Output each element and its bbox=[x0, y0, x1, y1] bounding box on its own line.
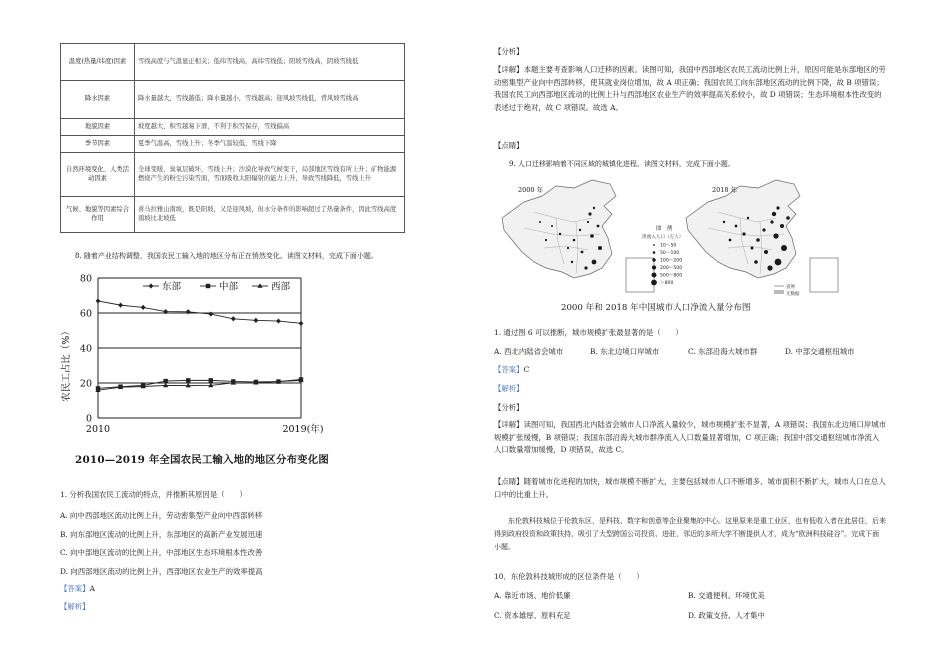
city-inflow-dot bbox=[653, 244, 655, 246]
question-9-1-stem: 1. 通过图 6 可以推断，城市规模扩张最显著的是（ ） bbox=[494, 328, 683, 337]
x-tick-label: 2010 bbox=[85, 424, 111, 435]
city-inflow-dot bbox=[579, 229, 581, 231]
boundary-legend-label: 省界 bbox=[786, 285, 795, 290]
factor-cell: 温度(热量/纬度)因素 bbox=[61, 44, 135, 81]
china-outline-2018 bbox=[686, 180, 800, 278]
question-1-analysis-tag: 【解析】 bbox=[60, 602, 90, 611]
city-inflow-dot bbox=[581, 251, 584, 254]
city-inflow-dot bbox=[756, 238, 760, 242]
answer-tag: 【答案】 bbox=[494, 365, 524, 374]
map-2000 bbox=[502, 180, 654, 292]
city-inflow-dot bbox=[729, 239, 732, 242]
legend-item-label: 10～50 bbox=[660, 243, 677, 249]
city-inflow-dot bbox=[723, 221, 725, 223]
description-cell: 降水量越大，雪线越低；降水量越小，雪线越高；迎风坡雪线低，背风坡雪线高 bbox=[135, 81, 405, 119]
table-row bbox=[61, 44, 405, 81]
south-china-sea-inset-2000 bbox=[626, 258, 654, 292]
city-inflow-dot bbox=[652, 258, 655, 261]
question-1-stem: 1. 分析我国农民工流动的特点，并推断其原因是（ ） bbox=[60, 490, 247, 499]
city-inflow-dot bbox=[598, 246, 602, 250]
question-1-option-a: A. 向中西部地区流动比例上升，劳动密集型产业向中西部转移 bbox=[60, 511, 263, 520]
data-point-1 bbox=[209, 378, 213, 382]
data-point-0 bbox=[118, 303, 123, 308]
table-row bbox=[61, 197, 405, 233]
series-line-2 bbox=[98, 380, 301, 390]
description-cell: 夏季气温高，雪线上升；冬季气温较低，雪线下降 bbox=[135, 136, 405, 153]
analysis-heading-2: 【分析】 bbox=[494, 403, 524, 412]
legend-item-label: 50～100 bbox=[660, 251, 680, 257]
no-data-legend-swatch bbox=[774, 290, 784, 294]
factor-cell: 气候、地貌等因素综合作用 bbox=[61, 197, 135, 233]
city-inflow-dot bbox=[573, 239, 576, 242]
city-inflow-dot bbox=[571, 261, 573, 263]
data-point-0 bbox=[96, 298, 101, 303]
factor-cell: 季节因素 bbox=[61, 136, 135, 153]
city-inflow-dot bbox=[781, 245, 787, 251]
legend-marker bbox=[206, 284, 210, 288]
east-london-passage: 东伦敦科技城位于伦敦东区，是科技、数字和创意等企业聚集的中心。这里原来是重工业区，也有低收入者在此居住，后来得到政府投资和政策扶持，吸引了大型跨国公司投资、进驻，邻近的多所大学不断提供人才，成为“欧洲科技硅谷”。完成下面小题。 bbox=[494, 517, 886, 551]
legend-title: 图 例 bbox=[656, 226, 673, 232]
legend-label: 中部 bbox=[219, 281, 239, 293]
data-point-0 bbox=[186, 309, 191, 314]
city-inflow-dot bbox=[780, 224, 784, 228]
population-inflow-maps bbox=[494, 178, 886, 296]
data-point-0 bbox=[208, 311, 213, 316]
question-10-option-a: A. 靠近市场、地价低廉 bbox=[494, 591, 571, 600]
city-inflow-dot bbox=[651, 280, 657, 286]
data-point-0 bbox=[253, 318, 258, 323]
chart-title: 2010—2019 年全国农民工输入地的地区分布变化图 bbox=[75, 454, 329, 466]
table-row bbox=[61, 81, 405, 119]
city-inflow-dot bbox=[770, 220, 773, 223]
city-inflow-dot bbox=[773, 233, 778, 238]
y-tick-label: 0 bbox=[85, 413, 92, 425]
south-china-sea-inset-2018 bbox=[810, 258, 838, 292]
map-2018 bbox=[686, 180, 838, 296]
question-9-1-option-d: D. 中部交通枢纽城市 bbox=[785, 347, 855, 356]
legend-item-label: 500～800 bbox=[660, 273, 683, 279]
question-8-intro: 8. 随着产业结构调整，我国农民工输入地的地区分布正在悄然变化。读图文材料，完成下面小题。 bbox=[75, 252, 378, 260]
city-inflow-dot bbox=[786, 216, 790, 220]
map-2018-label: 2018 年 bbox=[712, 186, 738, 194]
legend-item-label: 100～200 bbox=[660, 258, 683, 264]
question-10-option-d: D. 政策支持、人才集中 bbox=[688, 611, 765, 620]
data-point-0 bbox=[231, 316, 236, 321]
y-axis-label: 农民工占比（%） bbox=[61, 326, 72, 402]
y-tick-label: 60 bbox=[79, 308, 92, 320]
city-inflow-dot bbox=[775, 259, 782, 266]
city-inflow-dot bbox=[652, 265, 656, 269]
legend-item-label: ＞800 bbox=[660, 281, 674, 287]
chart-legend bbox=[143, 281, 291, 293]
question-10-stem: 10．东伦敦科技城形成的区位条件是（ ） bbox=[494, 572, 644, 581]
data-point-2 bbox=[186, 383, 191, 388]
city-inflow-dot bbox=[593, 207, 595, 209]
factor-cell: 自然环境变化、人类活动因素 bbox=[61, 153, 135, 197]
analysis-tag: 【解析】 bbox=[494, 384, 524, 393]
description-cell: 全球变暖，臭氧层破坏，雪线上升；沙漠化导致气候变干，局部地区雪线有所上升；矿物能源燃烧产生的粉尘污染雪面，雪面吸收太阳辐射的能力上升，导致雪线降低，雪线上升 bbox=[135, 153, 405, 197]
data-point-1 bbox=[163, 379, 167, 383]
series-line-0 bbox=[98, 301, 301, 323]
x-tick-label: 2019(年) bbox=[282, 424, 324, 435]
legend-label: 东部 bbox=[162, 281, 182, 293]
answer-tag: 【答案】 bbox=[60, 584, 90, 593]
note-heading-1: 【点睛】 bbox=[494, 141, 524, 150]
analysis-heading-1: 【分析】 bbox=[494, 47, 524, 56]
data-point-0 bbox=[299, 321, 304, 326]
description-cell: 雪线高度与气温显正相关；低纬雪线高，高纬雪线低；阳坡雪线高，阴坡雪线低 bbox=[135, 44, 405, 81]
city-inflow-dot bbox=[584, 266, 587, 269]
description-cell: 喜马拉雅山南坡，既是阳坡，又是迎风坡，但水分条件的影响超过了热量条件，因此雪线高度南坡比北坡低 bbox=[135, 197, 405, 233]
no-data-legend-label: 无数据 bbox=[786, 292, 800, 296]
chart-series-group bbox=[95, 298, 303, 392]
city-inflow-dot bbox=[559, 233, 561, 235]
y-tick-label: 20 bbox=[79, 378, 92, 390]
data-point-0 bbox=[276, 318, 281, 323]
description-cell: 坡度越大，积雪越易下滑，不利于积雪保存，雪线偏高 bbox=[135, 119, 405, 136]
question-10-option-c: C. 资本雄厚、原料充足 bbox=[494, 611, 571, 620]
city-inflow-dot bbox=[587, 221, 589, 223]
migrant-worker-line-chart bbox=[55, 268, 345, 450]
table-row bbox=[61, 119, 405, 136]
map-2018-legend bbox=[774, 283, 800, 296]
question-9-1-option-a: A. 西北内陆省会城市 bbox=[494, 347, 564, 356]
city-inflow-dot bbox=[742, 232, 745, 235]
note-explanation-2: 【点睛】随着城市化进程的加快，城市规模不断扩大，主要包括城市人口不断增多、城市面积不断扩大，城市人口在总人口中的比重上升。 bbox=[494, 477, 886, 499]
table-row bbox=[61, 136, 405, 153]
city-inflow-dot bbox=[551, 225, 553, 227]
city-inflow-dot bbox=[567, 247, 569, 249]
table-row bbox=[61, 153, 405, 197]
data-point-1 bbox=[186, 378, 190, 382]
answer-value: C bbox=[523, 365, 530, 374]
question-1-option-d: D. 向西部地区流动的比例上升，西部地区农业生产的效率提高 bbox=[60, 567, 263, 576]
legend-marker bbox=[257, 283, 262, 288]
answer-value: A bbox=[89, 584, 95, 593]
city-inflow-dot bbox=[772, 212, 776, 216]
question-1-option-c: C. 向中部地区流动的比例上升，中部地区生态环境根本性改善 bbox=[60, 548, 263, 557]
legend-marker bbox=[149, 283, 154, 288]
question-9-1-option-c: C. 东部沿海大城市群 bbox=[688, 347, 758, 356]
legend-item-label: 200～500 bbox=[660, 266, 683, 272]
city-inflow-dot bbox=[754, 260, 758, 264]
city-inflow-dot bbox=[652, 273, 657, 278]
question-1-answer bbox=[60, 583, 95, 594]
city-inflow-dot bbox=[762, 228, 765, 231]
factor-cell: 降水因素 bbox=[61, 81, 135, 119]
chart-tick-labels bbox=[80, 274, 324, 436]
chart-gridlines bbox=[98, 278, 301, 383]
city-inflow-dot bbox=[588, 212, 591, 215]
china-outline-2000 bbox=[502, 180, 616, 278]
city-inflow-dot bbox=[767, 265, 772, 270]
detail-explanation-2: 【详解】读图可知，我国西北内陆省会城市人口净流入量较少，城市规模扩张不显著，A 项错误；我国东北边境口岸城市规模扩张缓慢，B 项错误；我国东部沿海大城市群净流入人口数量显著增加，C 项正确；我国中部交通枢纽城市净流入人口数量增加缓慢，D 项错误，故选 C。 bbox=[494, 420, 887, 455]
city-inflow-dot bbox=[747, 217, 749, 219]
y-tick-label: 80 bbox=[79, 273, 92, 285]
question-9-1-answer bbox=[494, 364, 529, 375]
legend-label: 西部 bbox=[271, 281, 291, 293]
city-inflow-dot bbox=[776, 206, 779, 209]
map-2000-label: 2000 年 bbox=[518, 186, 544, 194]
city-inflow-dot bbox=[539, 221, 541, 223]
city-inflow-dot bbox=[590, 234, 594, 238]
map-caption: 2000 年和 2018 年中国城市人口净流入量分布图 bbox=[561, 303, 751, 313]
y-tick-label: 40 bbox=[79, 343, 92, 355]
city-inflow-dot bbox=[545, 239, 547, 241]
question-1-option-b: B. 向东部地区流动的比例上升，东部地区的高新产业发展迅速 bbox=[60, 530, 263, 539]
legend-subtitle: 净流入人口（万人） bbox=[642, 235, 684, 240]
question-9-intro: 9. 人口迁移影响着不同区域的城镇化进程。读图文材料，完成下面小题。 bbox=[509, 160, 735, 168]
city-inflow-dot bbox=[735, 225, 738, 228]
data-point-0 bbox=[141, 305, 146, 310]
city-inflow-dot bbox=[653, 251, 656, 254]
city-inflow-dot bbox=[764, 250, 768, 254]
snowline-factors-table bbox=[60, 43, 405, 233]
factor-cell: 地貌因素 bbox=[61, 119, 135, 136]
detail-explanation-1: 【详解】本题主要考查影响人口迁移的因素。读图可知，我国中西部地区农民工流动比例上升，原因可能是东部地区的劳动密集型产业向中西部转移，使其就业岗位增加，故 A 项正确；我国农民工向东部地区流动的比例下降，故 B 项错误；我国农民工向西部地区流动的比例上升与西部地区农业生产的效率提高关系较小，故 D 项错误；生态环境根本性改变的表述过于绝对，故 C 项错误。故选 A。 bbox=[494, 65, 886, 112]
question-10-option-b: B. 交通便利、环境优美 bbox=[688, 591, 765, 600]
question-9-1-option-b: B. 东北边境口岸城市 bbox=[590, 347, 660, 356]
city-inflow-dot bbox=[597, 225, 600, 228]
city-inflow-dot bbox=[751, 247, 754, 250]
city-inflow-dot bbox=[592, 260, 597, 265]
legend-items bbox=[651, 243, 682, 287]
